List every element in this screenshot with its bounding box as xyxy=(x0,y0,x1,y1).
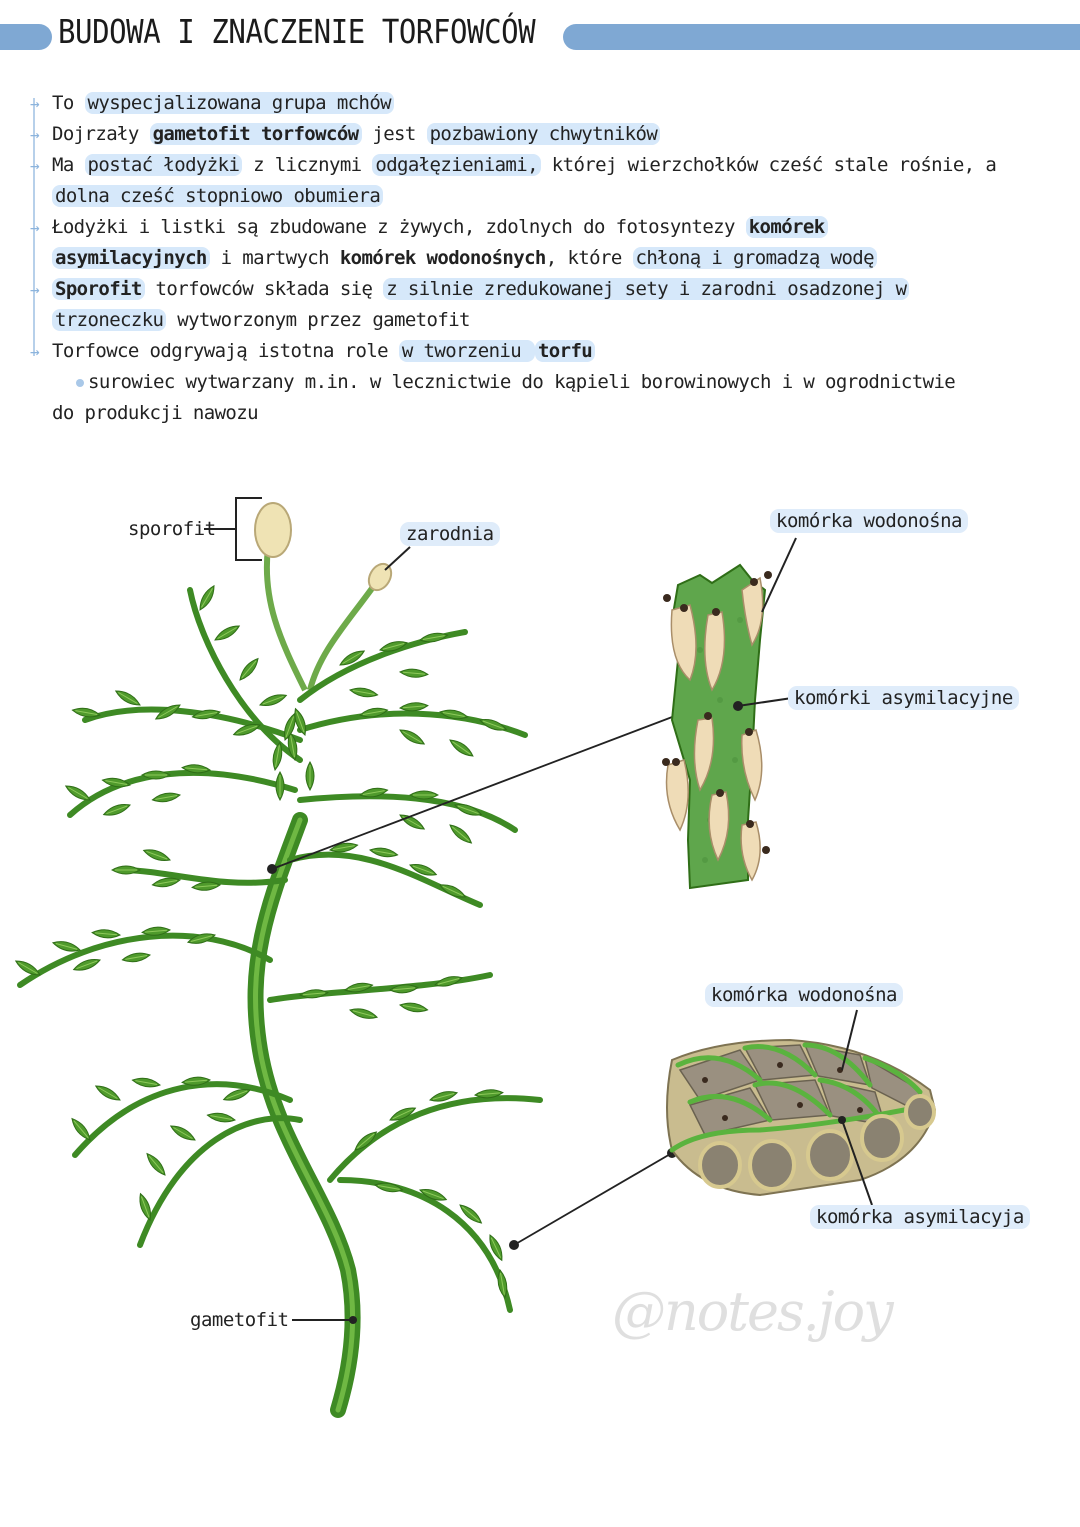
text: Łodyżki i listki są zbudowane z żywych, zdolnych do fotosyntezy xyxy=(52,216,746,238)
zoom-line-1 xyxy=(272,711,688,869)
text: do produkcji nawozu xyxy=(52,402,258,424)
arrow-icon: → xyxy=(30,125,40,144)
text: Ma xyxy=(52,154,85,176)
text: z licznymi xyxy=(242,154,373,176)
bold-text: komórek wodonośnych xyxy=(339,247,546,269)
highlight-bold: asymilacyjnych xyxy=(52,247,210,269)
arrow-icon: → xyxy=(30,342,40,361)
highlight: wyspecjalizowana grupa mchów xyxy=(85,92,395,114)
label-komorka-wodonosna-1: komórka wodonośna xyxy=(770,509,968,533)
text: torfowców składa się xyxy=(144,278,384,300)
highlight-bold: Sporofit xyxy=(52,278,145,300)
zarodnia-pointer xyxy=(385,547,410,570)
watermark: @notes.joy xyxy=(612,1280,892,1343)
highlight: dolna cześć stopniowo obumiera xyxy=(52,185,383,207)
text: surowiec wytwarzany m.in. w lecznictwie do kąpieli borowinowych i w ogrodnictwie xyxy=(88,371,956,393)
text: To xyxy=(52,92,85,114)
capsule-large xyxy=(255,503,291,557)
label-sporofit: sporofit xyxy=(128,518,216,540)
arrow-icon: → xyxy=(30,218,40,237)
text: Torfowce odgrywają istotna role xyxy=(52,340,399,362)
label-gametofit: gametofit xyxy=(190,1309,289,1331)
highlight: chłoną i gromadzą wodę xyxy=(633,247,877,269)
label-zarodnia: zarodnia xyxy=(400,522,500,546)
text: wytworzonym przez gametofit xyxy=(166,309,470,331)
highlight: w tworzeniu xyxy=(399,340,535,362)
page-title: BUDOWA I ZNACZENIE TORFOWCÓW xyxy=(58,12,536,51)
highlight: postać łodyżki xyxy=(85,154,243,176)
seta-1 xyxy=(267,548,305,690)
text: i martwych xyxy=(209,247,340,269)
highlight: odgałęzieniami, xyxy=(372,154,541,176)
highlight-bold: torfu xyxy=(535,340,595,362)
zoom-line-2 xyxy=(514,1153,672,1245)
text: Dojrzały xyxy=(52,123,150,145)
arrow-icon: → xyxy=(30,156,40,175)
arrow-icon: → xyxy=(30,94,40,113)
label-komorka-asymilacyja: komórka asymilacyja xyxy=(810,1205,1030,1229)
highlight-bold: komórek xyxy=(746,216,828,238)
label-komorka-wodonosna-2: komórka wodonośna xyxy=(705,983,903,1007)
highlight: trzoneczku xyxy=(52,309,166,331)
highlight-bold: gametofit torfowców xyxy=(150,123,362,145)
text: której wierzchołków cześć stale rośnie, a xyxy=(540,154,997,176)
branch-detail xyxy=(662,565,772,888)
highlight: z silnie zredukowanej sety i zarodni osadzonej w xyxy=(383,278,909,300)
text: jest xyxy=(361,123,427,145)
highlight: pozbawiony chwytników xyxy=(427,123,661,145)
cross-section-detail xyxy=(667,1040,935,1195)
label-komorki-asymilacyjne: komórki asymilacyjne xyxy=(788,686,1019,710)
text: , które xyxy=(545,247,633,269)
arrow-icon: → xyxy=(30,280,40,299)
